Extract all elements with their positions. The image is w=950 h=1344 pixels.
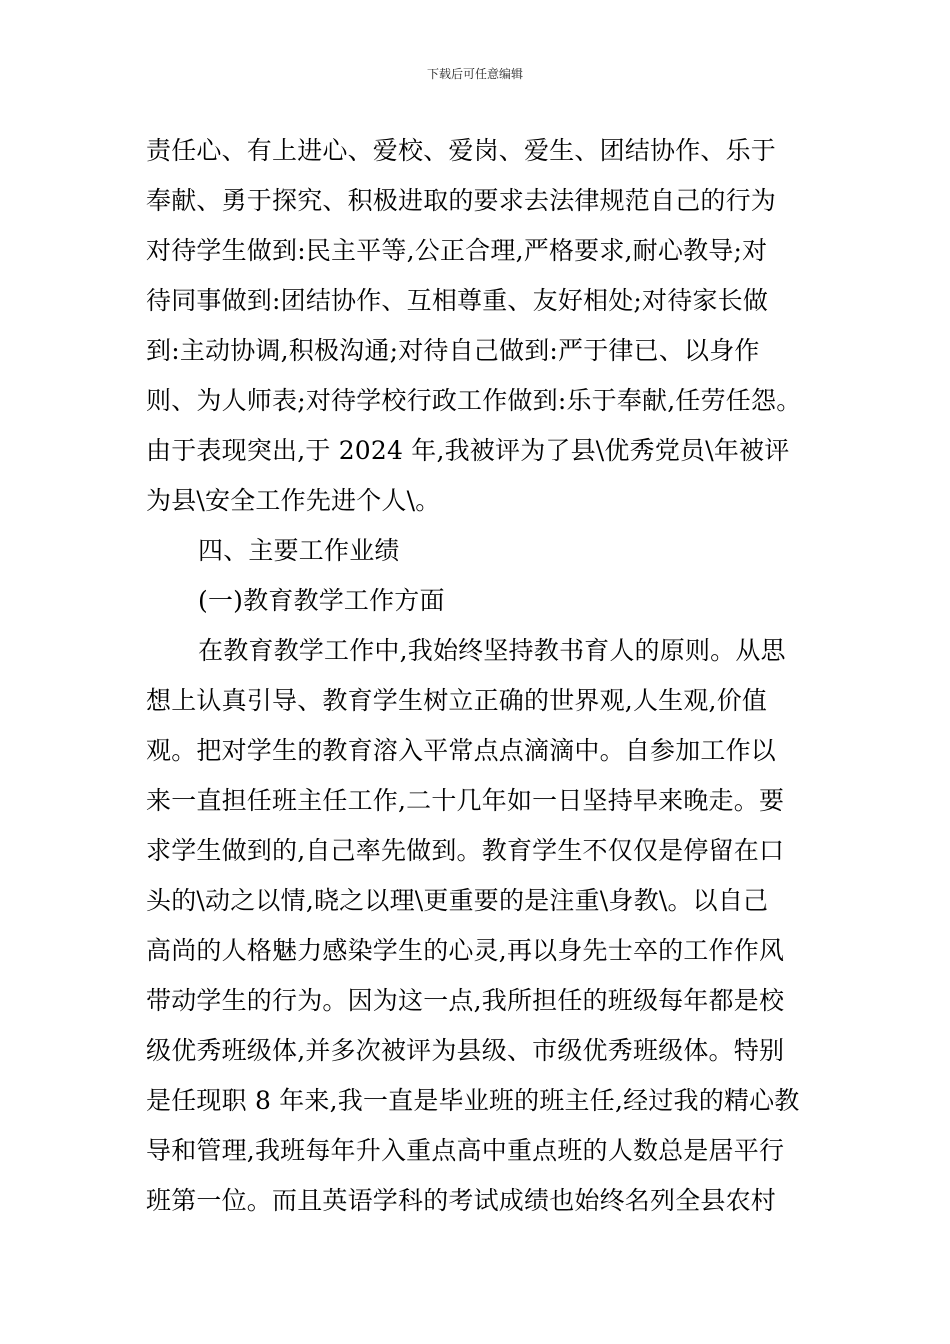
subsection-heading: (一)教育教学工作方面 bbox=[198, 586, 445, 615]
text-line: 班第一位。而且英语学科的考试成绩也始终名列全县农村 bbox=[146, 1186, 777, 1215]
text-line: 奉献、勇于探究、积极进取的要求去法律规范自己的行为 bbox=[146, 186, 777, 215]
text-line: 到:主动协调,积极沟通;对待自己做到:严于律已、以身作 bbox=[146, 336, 760, 365]
text-line: 想上认真引导、教育学生树立正确的世界观,人生观,价值 bbox=[146, 686, 768, 715]
text-line: 待同事做到:团结协作、互相尊重、友好相处;对待家长做 bbox=[146, 286, 769, 315]
text-line: 责任心、有上进心、爱校、爱岗、爱生、团结协作、乐于 bbox=[146, 136, 777, 165]
text-line: 头的\动之以情,晓之以理\更重要的是注重\身教\。以自己 bbox=[146, 886, 769, 915]
text-line: 级优秀班级体,并多次被评为县级、市级优秀班级体。特别 bbox=[146, 1036, 785, 1065]
text-line: 是任现职 8 年来,我一直是毕业班的班主任,经过我的精心教 bbox=[146, 1086, 800, 1115]
text-line: 由于表现突出,于 2024 年,我被评为了县\优秀党员\年被评 bbox=[146, 436, 790, 465]
text-line: 在教育教学工作中,我始终坚持教书育人的原则。从思 bbox=[198, 636, 786, 665]
text-line: 带动学生的行为。因为这一点,我所担任的班级每年都是校 bbox=[146, 986, 785, 1015]
document-body bbox=[146, 126, 826, 1226]
text-line: 导和管理,我班每年升入重点高中重点班的人数总是居平行 bbox=[146, 1136, 785, 1165]
text-line: 高尚的人格魅力感染学生的心灵,再以身先士卒的工作作风 bbox=[146, 936, 785, 965]
section-heading: 四、主要工作业绩 bbox=[198, 536, 400, 565]
text-line: 来一直担任班主任工作,二十几年如一日坚持早来晚走。要 bbox=[146, 786, 785, 815]
text-line: 求学生做到的,自己率先做到。教育学生不仅仅是停留在口 bbox=[146, 836, 785, 865]
text-line: 对待学生做到:民主平等,公正合理,严格要求,耐心教导;对 bbox=[146, 236, 768, 265]
page-header: 下载后可任意编辑 bbox=[426, 67, 523, 81]
text-line: 观。把对学生的教育溶入平常点点滴滴中。自参加工作以 bbox=[146, 736, 777, 765]
text-line: 为县\安全工作先进个人\。 bbox=[146, 486, 441, 515]
text-line: 则、为人师表;对待学校行政工作做到:乐于奉献,任劳任怨。 bbox=[146, 386, 802, 415]
